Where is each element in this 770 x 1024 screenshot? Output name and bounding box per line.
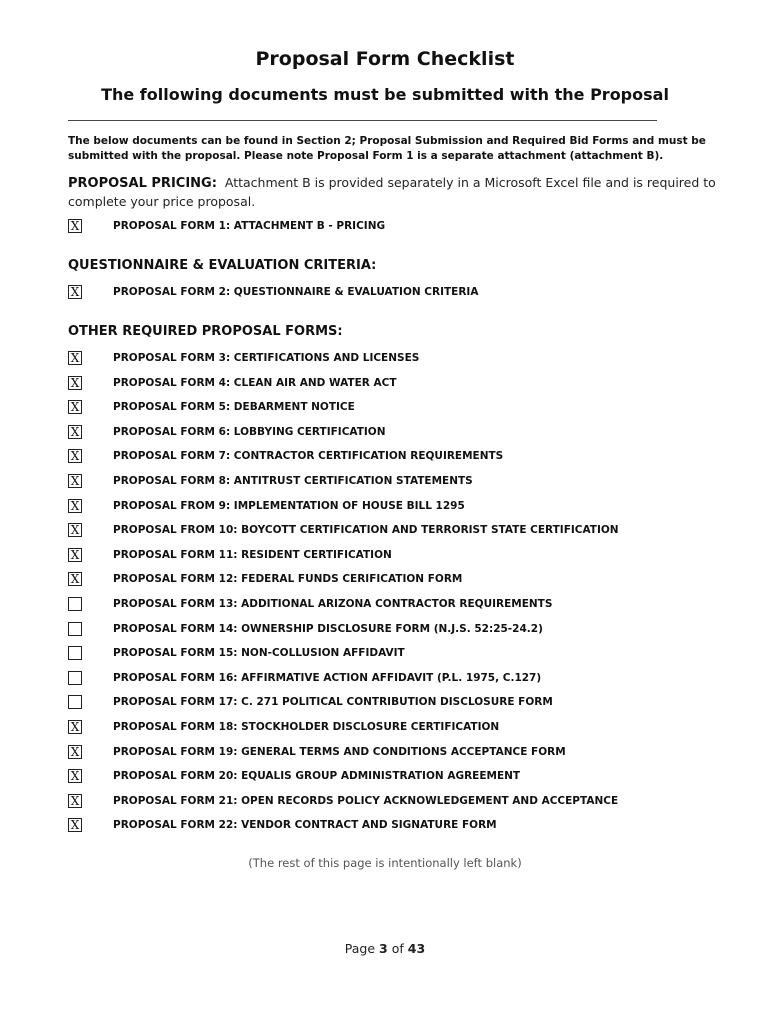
pricing-paragraph: [68, 174, 718, 211]
checklist-item: [68, 350, 708, 368]
checkbox[interactable]: X: [68, 745, 82, 759]
checkbox[interactable]: X: [68, 351, 82, 365]
pricing-text: Attachment B is provided separately in a Microsoft Excel file and is required to complete your price proposal.: [68, 175, 716, 209]
checkbox[interactable]: [68, 671, 82, 685]
checklist-item: [68, 793, 708, 811]
checklist-item: [68, 571, 708, 589]
checklist-item-label: PROPOSAL FORM 11: RESIDENT CERTIFICATION: [113, 549, 392, 561]
checkbox[interactable]: [68, 695, 82, 709]
checklist-item-label: PROPOSAL FORM 18: STOCKHOLDER DISCLOSURE CERTIFICATION: [113, 721, 500, 733]
checklist-item: [68, 719, 708, 737]
questionnaire-heading: QUESTIONNAIRE & EVALUATION CRITERIA:: [68, 258, 377, 273]
page-of-label: of: [391, 941, 404, 956]
checklist-item: [68, 498, 708, 516]
checklist-item: [68, 670, 708, 688]
checklist-item-label: PROPOSAL FORM 14: OWNERSHIP DISCLOSURE FORM (N.J.S. 52:25-24.2): [113, 623, 543, 635]
pricing-heading: PROPOSAL PRICING:: [68, 176, 217, 191]
checklist-item: [68, 621, 708, 639]
checkbox[interactable]: [68, 622, 82, 636]
checkbox[interactable]: X: [68, 285, 82, 299]
checklist-item-label: PROPOSAL FORM 17: C. 271 POLITICAL CONTRIBUTION DISCLOSURE FORM: [113, 696, 553, 708]
checklist-item: [68, 399, 708, 417]
checkbox[interactable]: X: [68, 818, 82, 832]
checkbox[interactable]: X: [68, 548, 82, 562]
checklist-item-label: PROPOSAL FORM 8: ANTITRUST CERTIFICATION STATEMENTS: [113, 475, 473, 487]
checklist-item-label: PROPOSAL FORM 19: GENERAL TERMS AND CONDITIONS ACCEPTANCE FORM: [113, 746, 566, 758]
checklist-item-label: PROPOSAL FORM 5: DEBARMENT NOTICE: [113, 401, 355, 413]
checklist-item-label: PROPOSAL FORM 3: CERTIFICATIONS AND LICENSES: [113, 352, 420, 364]
other-forms-heading: OTHER REQUIRED PROPOSAL FORMS:: [68, 324, 343, 339]
checkbox[interactable]: X: [68, 769, 82, 783]
divider: [68, 120, 657, 121]
checklist-item: [68, 375, 708, 393]
intro-paragraph: The below documents can be found in Section 2; Proposal Submission and Required Bid Forms and must be submitted with the proposal. Please note Proposal Form 1 is a separate attachment (attachment B).: [68, 135, 706, 162]
checklist-item-form-2: [68, 284, 708, 302]
checklist-item: [68, 522, 708, 540]
checkbox[interactable]: X: [68, 474, 82, 488]
page-title: Proposal Form Checklist: [255, 48, 515, 70]
checklist-item-label: PROPOSAL FORM 22: VENDOR CONTRACT AND SIGNATURE FORM: [113, 819, 497, 831]
checklist-item-label: PROPOSAL FORM 6: LOBBYING CERTIFICATION: [113, 426, 386, 438]
checklist-item: [68, 448, 708, 466]
checkbox[interactable]: X: [68, 499, 82, 513]
checkbox[interactable]: X: [68, 794, 82, 808]
checklist-item-label: PROPOSAL FORM 21: OPEN RECORDS POLICY ACKNOWLEDGEMENT AND ACCEPTANCE: [113, 795, 619, 807]
checkbox[interactable]: [68, 597, 82, 611]
checklist-item-label: PROPOSAL FROM 9: IMPLEMENTATION OF HOUSE BILL 1295: [113, 500, 465, 512]
checklist-item: [68, 694, 708, 712]
checkbox[interactable]: [68, 646, 82, 660]
page-total: 43: [407, 941, 426, 956]
page-footer: [0, 941, 770, 956]
checklist-item: [68, 424, 708, 442]
checklist-item-label: PROPOSAL FORM 15: NON-COLLUSION AFFIDAVIT: [113, 647, 405, 659]
checkbox[interactable]: X: [68, 400, 82, 414]
checklist-item-label: PROPOSAL FORM 4: CLEAN AIR AND WATER ACT: [113, 377, 397, 389]
checkbox[interactable]: X: [68, 523, 82, 537]
checklist-item-label: PROPOSAL FORM 16: AFFIRMATIVE ACTION AFFIDAVIT (P.L. 1975, C.127): [113, 672, 542, 684]
checklist-item-label: PROPOSAL FORM 13: ADDITIONAL ARIZONA CONTRACTOR REQUIREMENTS: [113, 598, 553, 610]
checkbox[interactable]: X: [68, 425, 82, 439]
checklist-item-label: PROPOSAL FORM 2: QUESTIONNAIRE & EVALUATION CRITERIA: [113, 286, 479, 298]
checklist-item-label: PROPOSAL FORM 1: ATTACHMENT B - PRICING: [113, 220, 386, 232]
page-subtitle: The following documents must be submitted with the Proposal: [101, 85, 669, 104]
checkbox[interactable]: X: [68, 219, 82, 233]
checklist-item: [68, 744, 708, 762]
checkbox[interactable]: X: [68, 572, 82, 586]
checklist-item: [68, 768, 708, 786]
checklist-item: [68, 817, 708, 835]
checklist-item-label: PROPOSAL FORM 7: CONTRACTOR CERTIFICATION REQUIREMENTS: [113, 450, 504, 462]
checkbox[interactable]: X: [68, 376, 82, 390]
checklist-item-label: PROPOSAL FROM 10: BOYCOTT CERTIFICATION AND TERRORIST STATE CERTIFICATION: [113, 524, 619, 536]
checklist-item: [68, 473, 708, 491]
checklist-item: [68, 645, 708, 663]
checklist-item: [68, 547, 708, 565]
checklist-item-label: PROPOSAL FORM 12: FEDERAL FUNDS CERIFICATION FORM: [113, 573, 463, 585]
checklist-item-form-1: [68, 218, 708, 236]
checkbox[interactable]: X: [68, 449, 82, 463]
checkbox[interactable]: X: [68, 720, 82, 734]
checklist-item: [68, 596, 708, 614]
page-number: 3: [379, 941, 388, 956]
blank-page-note: (The rest of this page is intentionally left blank): [248, 856, 522, 870]
checklist-item-label: PROPOSAL FORM 20: EQUALIS GROUP ADMINISTRATION AGREEMENT: [113, 770, 521, 782]
page-label: Page: [344, 941, 376, 956]
